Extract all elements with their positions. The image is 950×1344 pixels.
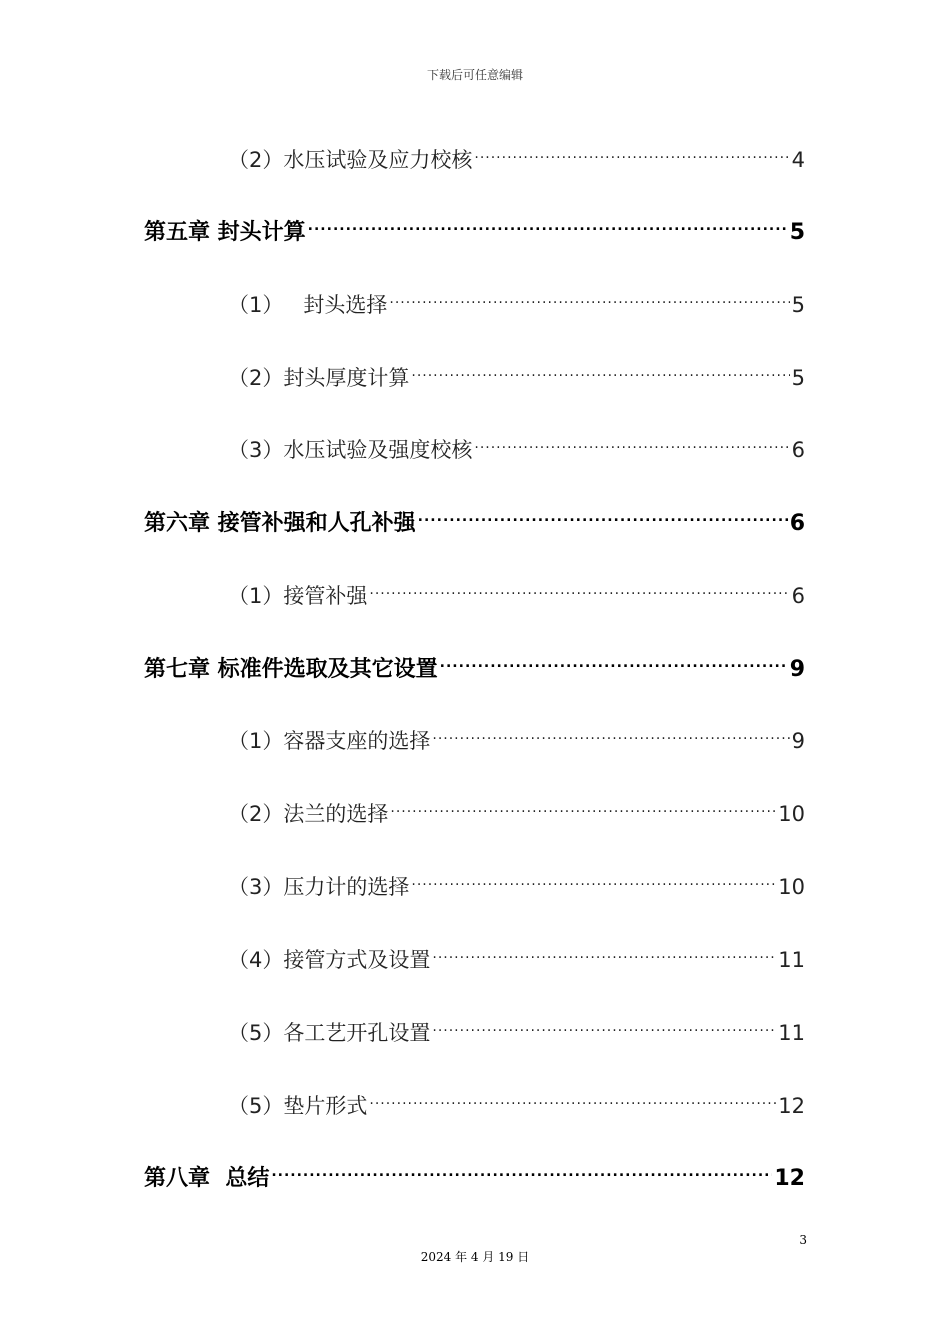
dot-leader	[390, 789, 776, 821]
toc-entry-title: （2）法兰的选择	[228, 802, 389, 826]
toc-chapter-entry[interactable]	[144, 207, 805, 245]
toc-entry[interactable]	[228, 571, 805, 608]
toc-entry[interactable]	[228, 425, 805, 462]
page-header: 下载后可任意编辑	[426, 68, 523, 82]
footer-date: 2024 年 4 月 19 日	[420, 1250, 530, 1264]
toc-chapter-title: 第五章 封头计算	[144, 220, 306, 245]
toc-entry-title: （2）封头厚度计算	[228, 366, 410, 390]
toc-chapter-page: 5	[789, 220, 805, 245]
toc-chapter-entry[interactable]	[144, 644, 805, 682]
toc-entry-title: （1）容器支座的选择	[228, 729, 431, 753]
dot-leader	[389, 280, 789, 312]
toc-entry-title: （4）接管方式及设置	[228, 948, 431, 972]
toc-entry-title: （1） 封头选择	[228, 293, 388, 317]
toc-entry-page: 6	[791, 438, 805, 462]
toc-entry[interactable]	[228, 280, 805, 317]
dot-leader	[369, 571, 789, 603]
toc-entry-page: 12	[778, 1094, 805, 1118]
dot-leader	[474, 425, 789, 457]
toc-entry[interactable]	[228, 1081, 805, 1118]
dot-leader	[418, 498, 788, 530]
toc-entry[interactable]	[228, 353, 805, 390]
toc-entry-page: 10	[778, 875, 805, 899]
toc-entry-title: （3）压力计的选择	[228, 875, 410, 899]
toc-entry-page: 9	[791, 729, 805, 753]
dot-leader	[411, 862, 776, 894]
toc-entry-page: 5	[791, 366, 805, 390]
dot-leader	[432, 935, 776, 967]
toc-entry-title: （3）水压试验及强度校核	[228, 438, 473, 462]
toc-chapter-page: 6	[789, 511, 805, 536]
toc-entry-page: 11	[778, 1021, 805, 1045]
dot-leader	[369, 1081, 776, 1113]
toc-entry-title: （5）垫片形式	[228, 1094, 368, 1118]
toc-entry-page: 11	[778, 948, 805, 972]
dot-leader	[432, 1008, 776, 1040]
toc-entry[interactable]	[228, 135, 805, 172]
page-number: 3	[799, 1233, 807, 1247]
toc-chapter-page: 12	[774, 1166, 805, 1191]
toc-entry-page: 5	[791, 293, 805, 317]
dot-leader	[432, 716, 789, 748]
toc-chapter-entry[interactable]	[144, 498, 805, 536]
toc-entry-page: 4	[791, 148, 805, 172]
toc-chapter-title: 第八章 总结	[144, 1166, 270, 1191]
toc-entry[interactable]	[228, 789, 805, 826]
toc-entry[interactable]	[228, 862, 805, 899]
toc-entry-page: 6	[791, 584, 805, 608]
toc-chapter-entry[interactable]	[144, 1153, 805, 1191]
toc-chapter-title: 第七章 标准件选取及其它设置	[144, 657, 438, 682]
toc-chapter-page: 9	[789, 657, 805, 682]
toc-chapter-title: 第六章 接管补强和人孔补强	[144, 511, 416, 536]
dot-leader	[411, 353, 789, 385]
dot-leader	[474, 135, 789, 167]
toc-entry[interactable]	[228, 1008, 805, 1045]
toc-entry-page: 10	[778, 802, 805, 826]
toc-entry-title: （1）接管补强	[228, 584, 368, 608]
toc-entry-title: （2）水压试验及应力校核	[228, 148, 473, 172]
toc-entry[interactable]	[228, 716, 805, 753]
dot-leader	[308, 207, 788, 239]
dot-leader	[271, 1153, 772, 1185]
dot-leader	[440, 644, 788, 676]
toc-entry-title: （5）各工艺开孔设置	[228, 1021, 431, 1045]
toc-entry[interactable]	[228, 935, 805, 972]
